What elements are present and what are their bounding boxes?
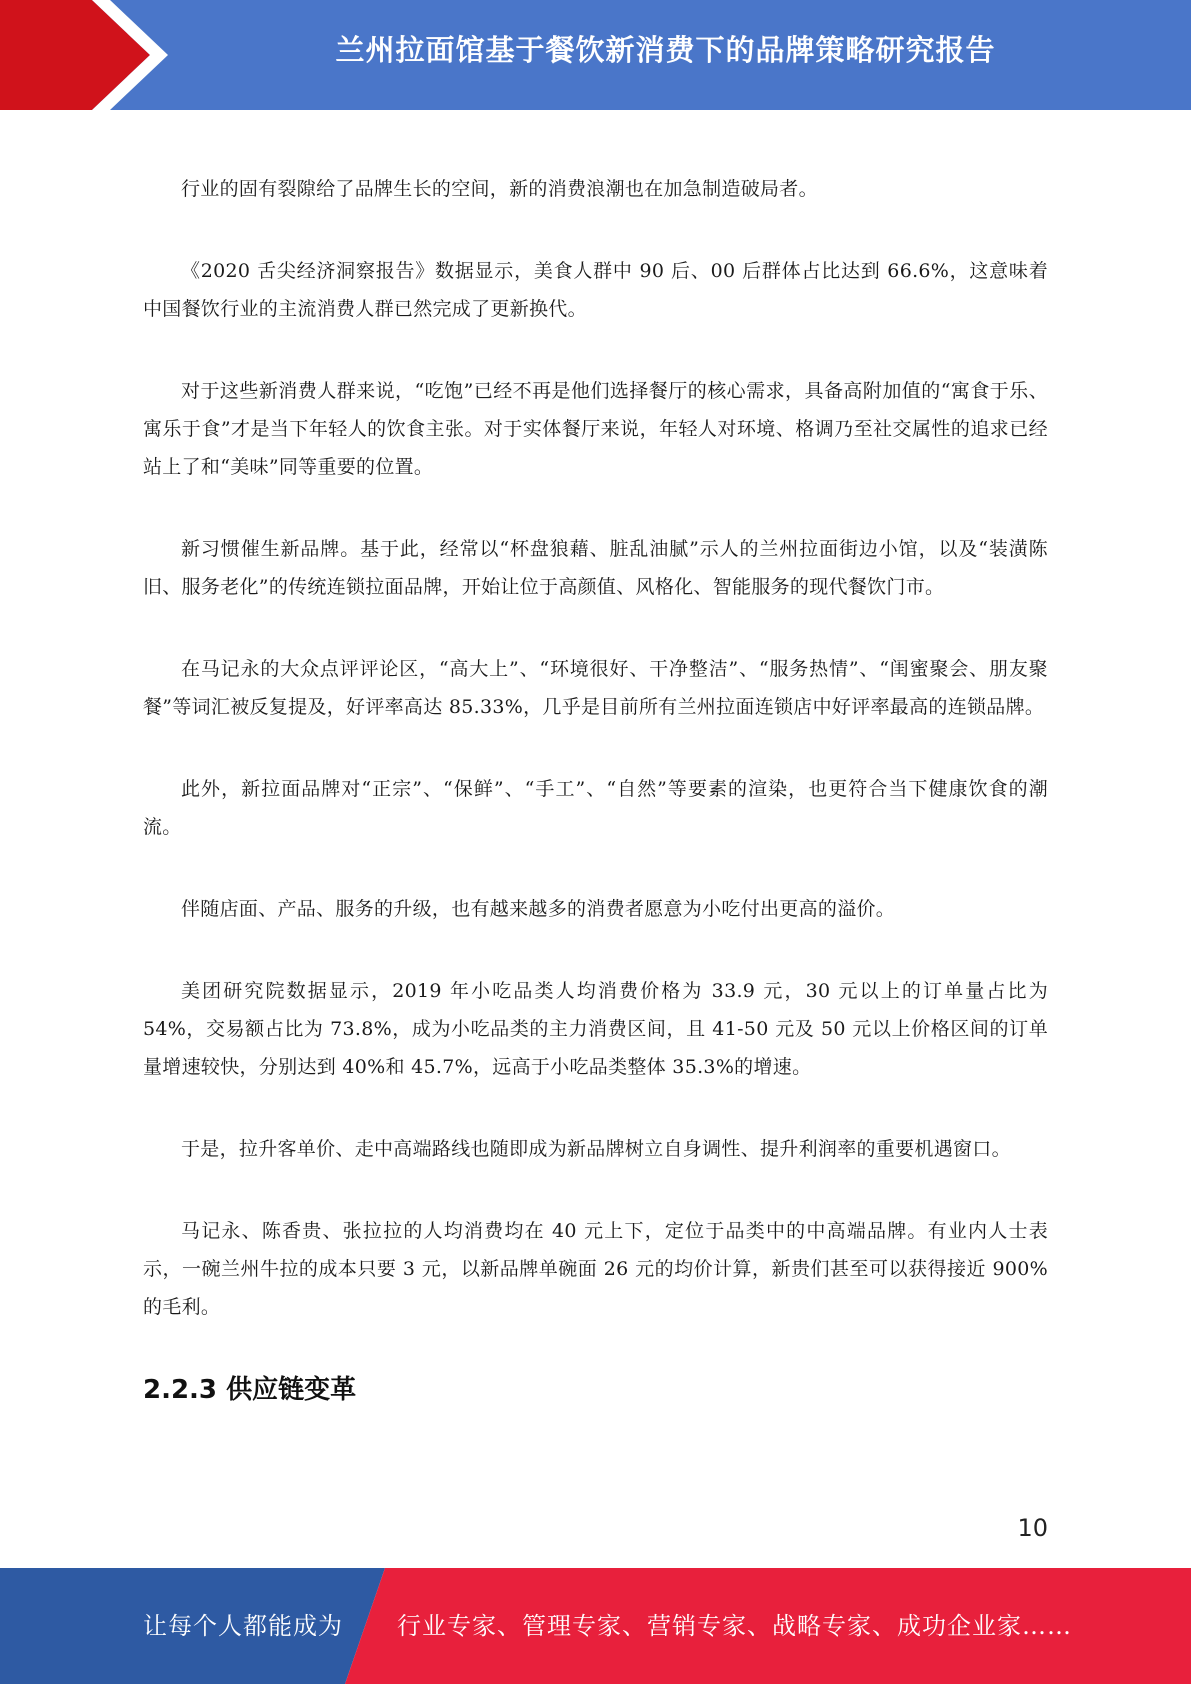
document-body	[143, 170, 1048, 1410]
paragraph: 美团研究院数据显示，2019 年小吃品类人均消费价格为 33.9 元，30 元以上的订单量占比为 54%，交易额占比为 73.8%，成为小吃品类的主力消费区间，且 41-50 元及 50 元以上价格区间的订单量增速较快，分别达到 40%和 45.7%，远高于小吃品类整体 35.3%的增速。	[143, 980, 1048, 1078]
page-number: 10	[1017, 1514, 1048, 1542]
footer-slogan-right: 行业专家、管理专家、营销专家、战略专家、成功企业家……	[397, 1612, 1072, 1640]
footer-banner	[0, 1568, 1191, 1684]
paragraph: 《2020 舌尖经济洞察报告》数据显示，美食人群中 90 后、00 后群体占比达到 66.6%，这意味着中国餐饮行业的主流消费人群已然完成了更新换代。	[143, 260, 1048, 320]
header-arrow-decoration	[0, 0, 180, 110]
section-heading: 2.2.3 供应链变革	[143, 1375, 357, 1405]
document-title: 兰州拉面馆基于餐饮新消费下的品牌策略研究报告	[335, 33, 996, 67]
paragraph: 马记永、陈香贵、张拉拉的人均消费均在 40 元上下，定位于品类中的中高端品牌。有业内人士表示，一碗兰州牛拉的成本只要 3 元，以新品牌单碗面 26 元的均价计算，新贵们甚至可以获得接近 900%的毛利。	[143, 1220, 1048, 1318]
footer-slogan-left: 让每个人都能成为	[143, 1612, 343, 1640]
paragraph: 对于这些新消费人群来说，“吃饱”已经不再是他们选择餐厅的核心需求，具备高附加值的“寓食于乐、寓乐于食”才是当下年轻人的饮食主张。对于实体餐厅来说，年轻人对环境、格调乃至社交属性的追求已经站上了和“美味”同等重要的位置。	[143, 380, 1048, 478]
paragraph: 行业的固有裂隙给了品牌生长的空间，新的消费浪潮也在加急制造破局者。	[181, 178, 818, 200]
paragraph: 伴随店面、产品、服务的升级，也有越来越多的消费者愿意为小吃付出更高的溢价。	[181, 898, 896, 920]
paragraph: 于是，拉升客单价、走中高端路线也随即成为新品牌树立自身调性、提升利润率的重要机遇窗口。	[181, 1138, 1011, 1160]
paragraph: 在马记永的大众点评评论区，“高大上”、“环境很好、干净整洁”、“服务热情”、“闺蜜聚会、朋友聚餐”等词汇被反复提及，好评率高达 85.33%，几乎是目前所有兰州拉面连锁店中好评率最高的连锁品牌。	[143, 658, 1048, 718]
header-banner	[0, 0, 1191, 110]
paragraph: 新习惯催生新品牌。基于此，经常以“杯盘狼藉、脏乱油腻”示人的兰州拉面街边小馆，以及“装潢陈旧、服务老化”的传统连锁拉面品牌，开始让位于高颜值、风格化、智能服务的现代餐饮门市。	[143, 538, 1048, 598]
paragraph: 此外，新拉面品牌对“正宗”、“保鲜”、“手工”、“自然”等要素的渲染，也更符合当下健康饮食的潮流。	[143, 778, 1048, 838]
